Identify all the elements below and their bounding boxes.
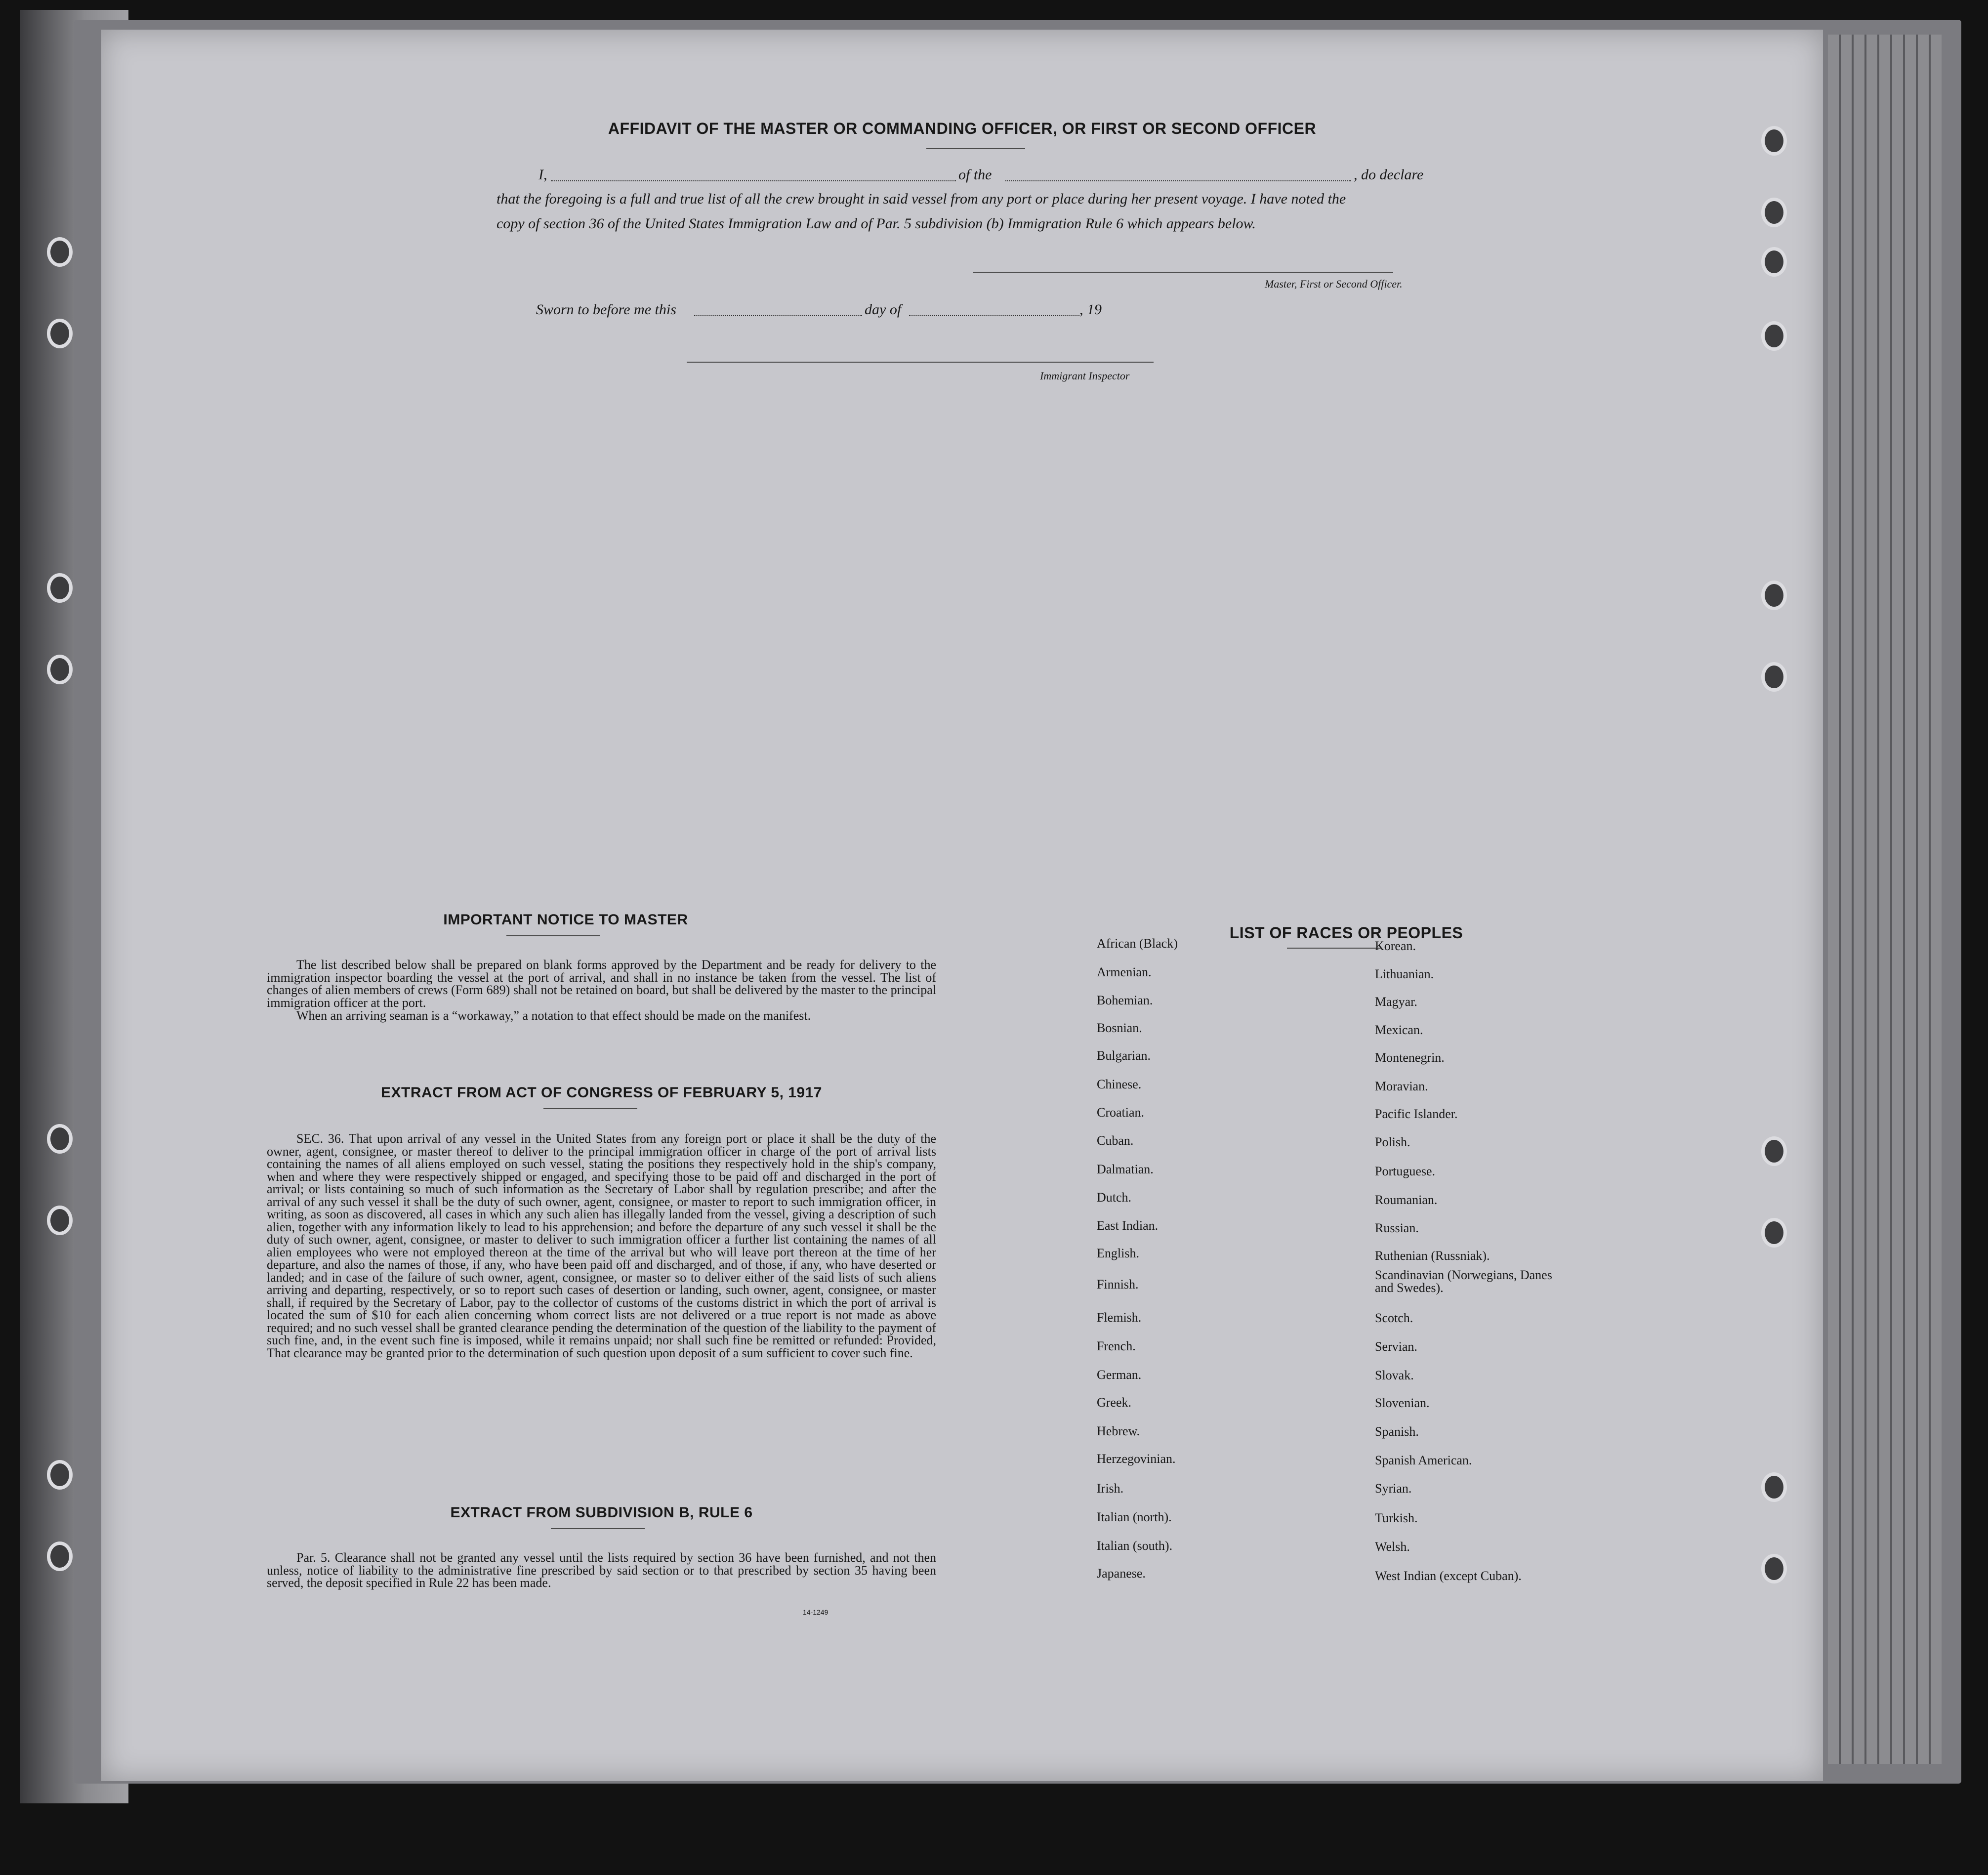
race-item: African (Black) — [1097, 936, 1178, 951]
rule-paragraph-5: Par. 5. Clearance shall not be granted any vessel until the lists required by section 36 have been furnished, and not then unless, notice of liability to the administrative fine prescribed by said section or to that prescribed by section 35 having been served, the deposit specified in Rule 22 has been made. — [267, 1550, 936, 1590]
master-signature-line[interactable] — [973, 272, 1393, 273]
notice-paragraph-2: When an arriving seaman is a “workaway,” a notation to that effect should be made on the manifest. — [296, 1008, 811, 1023]
binder-hole-icon — [47, 655, 73, 684]
race-item: Croatian. — [1097, 1105, 1145, 1120]
race-item: Slovenian. — [1375, 1396, 1430, 1410]
race-item: Italian (north). — [1097, 1510, 1172, 1524]
race-item: Korean. — [1375, 939, 1416, 953]
sworn-label: Sworn to before me this — [536, 301, 676, 318]
notice-title: IMPORTANT NOTICE TO MASTER — [443, 912, 688, 928]
race-item: French. — [1097, 1339, 1136, 1353]
race-item: Syrian. — [1375, 1481, 1412, 1496]
race-item: Bohemian. — [1097, 993, 1153, 1007]
act-title: EXTRACT FROM ACT OF CONGRESS OF FEBRUARY 5, 1917 — [381, 1084, 822, 1101]
race-item: Lithuanian. — [1375, 967, 1434, 981]
race-item: Polish. — [1375, 1135, 1410, 1149]
notice-paragraph-1: The list described below shall be prepared on blank forms approved by the Department and be ready for delivery to the immigration inspector boarding the vessel at the port of arrival, and shall in no instance be taken from the vessel. The list of changes of alien members of crews (Form 689) shall not be retained on board, but shall be delivered by the master to the principal immigration officer at the port. — [267, 958, 936, 1010]
binder-hole-icon — [1761, 1472, 1787, 1502]
form-page — [101, 30, 1823, 1781]
race-item: Russian. — [1375, 1221, 1419, 1235]
name-blank-line[interactable] — [551, 180, 956, 181]
race-item: Armenian. — [1097, 965, 1152, 979]
race-item: Mexican. — [1375, 1023, 1423, 1037]
affidavit-i-label: I, — [538, 167, 547, 183]
affidavit-line-3: copy of section 36 of the United States Immigration Law and of Par. 5 subdivision (b) Immigration Rule 6 which appears below. — [497, 215, 1256, 232]
race-item: Turkish. — [1375, 1511, 1418, 1525]
sworn-year-label: , 19 — [1079, 301, 1102, 318]
race-item: Cuban. — [1097, 1133, 1134, 1148]
race-item: Pacific Islander. — [1375, 1107, 1458, 1121]
divider — [926, 148, 1025, 149]
inspector-label: Immigrant Inspector — [1040, 370, 1130, 382]
race-item: Spanish American. — [1375, 1453, 1472, 1467]
race-item: Italian (south). — [1097, 1539, 1173, 1553]
binder-hole-icon — [1761, 581, 1787, 610]
form-number: 14-1249 — [803, 1608, 828, 1616]
race-item: Bulgarian. — [1097, 1048, 1151, 1063]
race-item: Moravian. — [1375, 1079, 1428, 1093]
do-declare-label: , do declare — [1354, 167, 1424, 183]
race-item: Dutch. — [1097, 1190, 1132, 1205]
binder-hole-icon — [47, 237, 73, 267]
day-of-label: day of — [865, 301, 902, 318]
divider — [1287, 948, 1381, 949]
sworn-day-blank[interactable] — [694, 315, 862, 316]
race-item: West Indian (except Cuban). — [1375, 1569, 1522, 1583]
race-item: Irish. — [1097, 1481, 1124, 1496]
race-item: German. — [1097, 1368, 1142, 1382]
race-item: Greek. — [1097, 1395, 1132, 1410]
sworn-month-blank[interactable] — [909, 315, 1079, 316]
race-item: Finnish. — [1097, 1277, 1139, 1292]
binder-hole-icon — [47, 1460, 73, 1490]
race-item: Slovak. — [1375, 1368, 1414, 1382]
race-item: Chinese. — [1097, 1077, 1142, 1091]
race-item: Hebrew. — [1097, 1424, 1140, 1438]
stacked-page-edges — [1828, 35, 1942, 1764]
act-section-36-text: SEC. 36. That upon arrival of any vessel in the United States from any foreign port or place it shall be the duty of the owner, agent, consignee, or master thereof to deliver to the principal immigration officer in charge of the port of arrival lists containing the names of all aliens employed on such vessel, stating the positions they respectively hold in the ship's company, when and where they were respectively shipped or engaged, and specifying those to be paid off and discharged in the port of arrival; or lists containing so much of such information as the Secretary of Labor shall by regulation prescribe; and after the arrival of any such vessel it shall be the duty of such owner, agent, consignee, or master to report to such immigration officer, in writing, as soon as discovered, all cases in which any such alien has illegally landed from the vessel, giving a description of such alien, together with any information likely to lead to his apprehension; and before the departure of any such vessel it shall be the duty of such owner, agent, consignee, or master to deliver to such immigration officer a further list containing the names of all alien employees who were not employed thereon at the time of the arrival but who will leave port thereon at the time of her departure, and also the names of those, if any, who have been paid off and discharged, and of those, if any, who have deserted or landed; and in case of the failure of such owner, agent, consignee, or master so to deliver either of the said lists of such aliens arriving and departing, respectively, or so to report such cases of desertion or landing, such owner, agent, consignee, or master shall, if required by the Secretary of Labor, pay to the collector of customs of the customs district in which the port of arrival is located the sum of $10 for each alien concerning whom correct lists are not delivered or a true report is not made as above required; and no such vessel shall be granted clearance pending the determination of the question of the liability to the payment of such fine, and, in the event such fine is imposed, while it remains unpaid; nor shall such fine be remitted or refunded: Provided, That clearance may be granted prior to the determination of such question upon deposit of a sum sufficient to cover such fine. — [267, 1131, 936, 1360]
binder-hole-icon — [47, 1542, 73, 1571]
master-signature-label: Master, First or Second Officer. — [1265, 278, 1403, 290]
binder-hole-icon — [1761, 1554, 1787, 1583]
races-title: LIST OF RACES OR PEOPLES — [1229, 924, 1463, 942]
divider — [506, 935, 600, 936]
rule-title: EXTRACT FROM SUBDIVISION B, RULE 6 — [450, 1504, 753, 1521]
divider — [543, 1108, 637, 1109]
binder-hole-icon — [47, 1206, 73, 1235]
race-item: Flemish. — [1097, 1310, 1142, 1325]
binder-hole-icon — [47, 319, 73, 348]
affidavit-title: AFFIDAVIT OF THE MASTER OR COMMANDING OFFICER, OR FIRST OR SECOND OFFICER — [608, 120, 1317, 137]
race-item: Scotch. — [1375, 1311, 1413, 1325]
race-item: Servian. — [1375, 1339, 1417, 1354]
vessel-blank-line[interactable] — [1005, 180, 1351, 181]
race-item: Scandinavian (Norwegians, Danes and Swedes). — [1375, 1268, 1552, 1295]
of-the-label: of the — [958, 167, 992, 183]
binder-hole-icon — [1761, 662, 1787, 692]
binder-hole-icon — [1761, 247, 1787, 277]
race-item: Welsh. — [1375, 1540, 1410, 1554]
race-item: Spanish. — [1375, 1424, 1419, 1439]
race-item: Magyar. — [1375, 995, 1417, 1009]
affidavit-line-2: that the foregoing is a full and true list of all the crew brought in said vessel from any port or place during her present voyage. I have noted the — [497, 191, 1346, 207]
divider — [551, 1528, 645, 1529]
race-item: Herzegovinian. — [1097, 1452, 1176, 1466]
binder-hole-icon — [1761, 1136, 1787, 1166]
binder-hole-icon — [47, 573, 73, 603]
binder-hole-icon — [1761, 321, 1787, 351]
binder-hole-icon — [1761, 198, 1787, 227]
race-item: Portuguese. — [1375, 1164, 1436, 1178]
binder-hole-icon — [47, 1124, 73, 1154]
race-item: East Indian. — [1097, 1218, 1159, 1233]
race-item: Japanese. — [1097, 1566, 1146, 1581]
inspector-signature-line[interactable] — [687, 362, 1154, 363]
race-item: Ruthenian (Russniak). — [1375, 1249, 1490, 1263]
race-item: Dalmatian. — [1097, 1162, 1154, 1176]
race-item: Bosnian. — [1097, 1021, 1142, 1035]
race-item: Montenegrin. — [1375, 1050, 1445, 1065]
race-item: Roumanian. — [1375, 1193, 1438, 1207]
race-item: English. — [1097, 1246, 1139, 1260]
binder-hole-icon — [1761, 1218, 1787, 1248]
